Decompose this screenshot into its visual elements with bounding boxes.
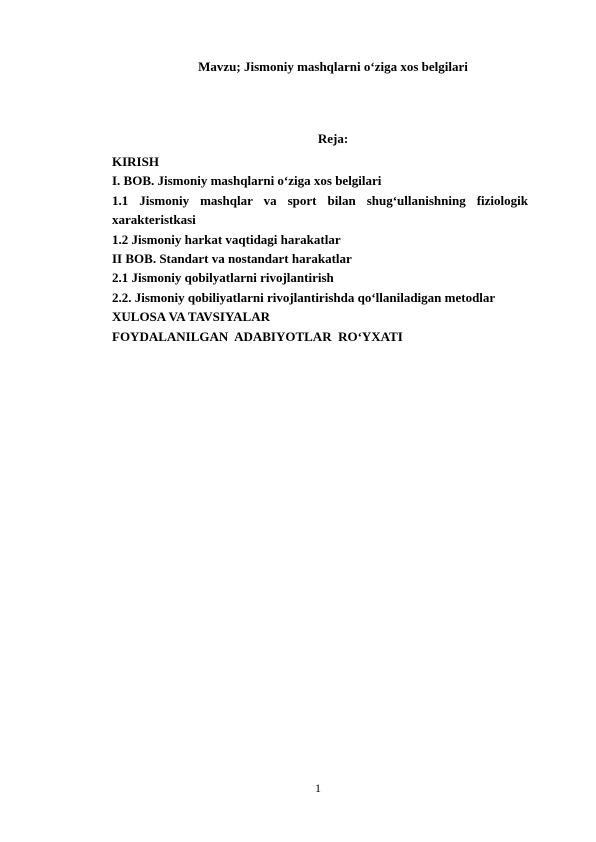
document-title: Mavzu; Jismoniy mashqlarni o‘ziga xos belgilari [198,59,468,74]
toc-item: 1.2 Jismoniy harkat vaqtidagi harakatlar [112,231,341,247]
toc-item: FOYDALANILGAN ADABIYOTLAR RO‘YXATI [112,328,403,344]
toc-item: KIRISH [112,154,159,169]
page-number: 1 [315,781,321,795]
toc-item: 2.2. Jismoniy qobiliyatlarni rivojlantirishda qo‘llaniladigan metodlar [112,289,496,305]
toc-item: I. BOB. Jismoniy mashqlarni o‘ziga xos belgilari [112,173,382,189]
toc-item: XULOSA VA TAVSIYALAR [112,309,270,325]
table-of-contents [112,152,528,346]
toc-item: II BOB. Standart va nostandart harakatlar [112,251,352,267]
plan-heading: Reja: [317,131,349,146]
toc-item: 2.1 Jismoniy qobilyatlarni rivojlantirish [112,270,334,286]
toc-item: 1.1 Jismoniy mashqlar va sport bilan shug‘ullanishning fiziologik xarakteristkasi [112,192,528,228]
